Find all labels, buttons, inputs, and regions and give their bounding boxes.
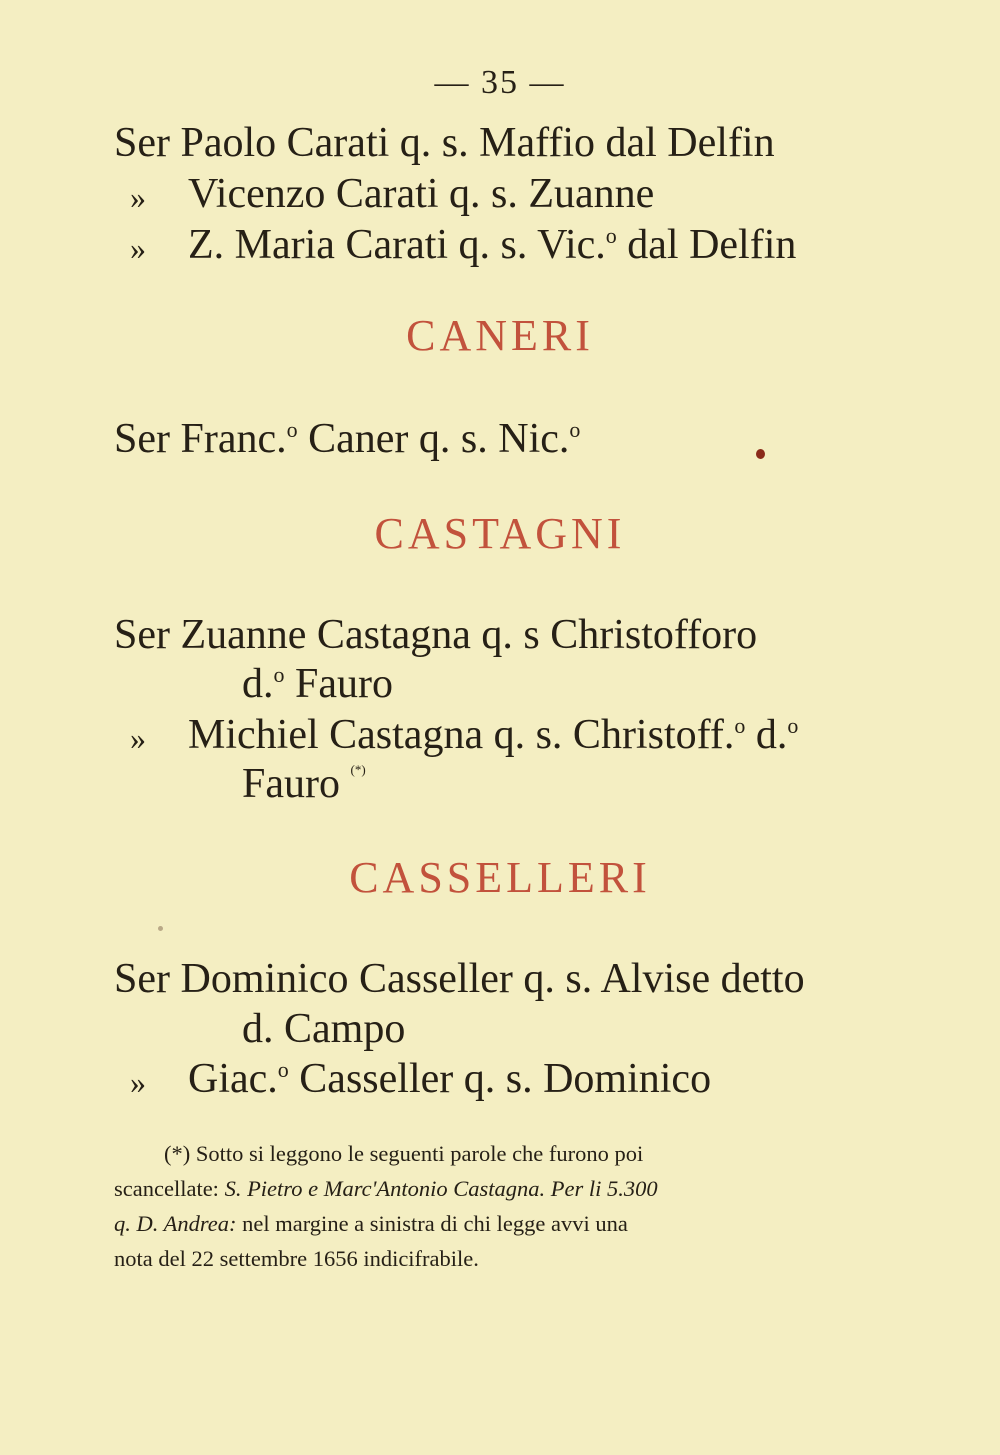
entry-text: Michiel Castagna q. s. Christoff. [188, 712, 735, 758]
entry-line: Ser Zuanne Castagna q. s Christofforo [114, 612, 758, 658]
entry-line [130, 714, 798, 756]
entry-line [242, 763, 366, 805]
entry-text: d. [242, 661, 274, 707]
entry-line: d. Campo [242, 1006, 406, 1052]
footnote-line [114, 1178, 854, 1201]
superscript: o [286, 417, 298, 442]
ditto-mark: » [130, 1064, 146, 1101]
entry-text: Vicenzo Carati q. s. Zuanne [188, 171, 655, 217]
entry-line [114, 418, 580, 460]
footnote-reference: (*) [350, 762, 366, 777]
page-number: — 35 — [434, 64, 566, 101]
entry-text: d. [745, 712, 788, 758]
superscript: o [277, 1057, 289, 1082]
superscript: o [569, 417, 581, 442]
family-heading-caneri: CANERI [406, 311, 594, 360]
entry-text: Fauro [242, 761, 340, 807]
entry-text: Casseller q. s. Dominico [288, 1056, 712, 1102]
entry-text: Ser Franc. [114, 416, 287, 462]
ditto-mark: » [130, 179, 146, 216]
entry-line: Ser Dominico Casseller q. s. Alvise detto [114, 956, 805, 1002]
footnote-text: Sotto si leggono le seguenti parole che furono poi [190, 1141, 644, 1166]
entry-line [130, 224, 796, 266]
footnote-italic: S. Pietro e Marc'Antonio Castagna. Per li 5.300 [224, 1176, 658, 1201]
footnote-text: scancellate: [114, 1176, 225, 1201]
footnote-line [114, 1213, 854, 1236]
entry-line [130, 1058, 711, 1100]
family-heading-casselleri: CASSELLERI [349, 853, 651, 902]
ink-spot [158, 926, 163, 931]
ink-spot [756, 449, 765, 459]
entry-text: Fauro [284, 661, 393, 707]
footnote-line [164, 1143, 904, 1166]
superscript: o [605, 223, 617, 248]
footnote-marker: (*) [164, 1141, 191, 1166]
entry-text: dal Delfin [616, 222, 797, 268]
family-heading-castagni: CASTAGNI [374, 509, 626, 558]
superscript: o [734, 713, 746, 738]
entry-line [242, 663, 393, 705]
entry-text: Z. Maria Carati q. s. Vic. [188, 222, 606, 268]
ditto-mark: » [130, 720, 146, 757]
entry-text: Caner q. s. Nic. [297, 416, 570, 462]
footnote-line: nota del 22 settembre 1656 indicifrabile. [114, 1246, 479, 1271]
superscript: o [273, 662, 285, 687]
entry-line [130, 173, 654, 215]
footnote-text: nel margine a sinistra di chi legge avvi una [236, 1211, 628, 1236]
entry-line: Ser Paolo Carati q. s. Maffio dal Delfin [114, 120, 775, 166]
entry-text: Giac. [188, 1056, 278, 1102]
ditto-mark: » [130, 230, 146, 267]
footnote-italic: q. D. Andrea: [114, 1211, 237, 1236]
superscript: o [787, 713, 799, 738]
